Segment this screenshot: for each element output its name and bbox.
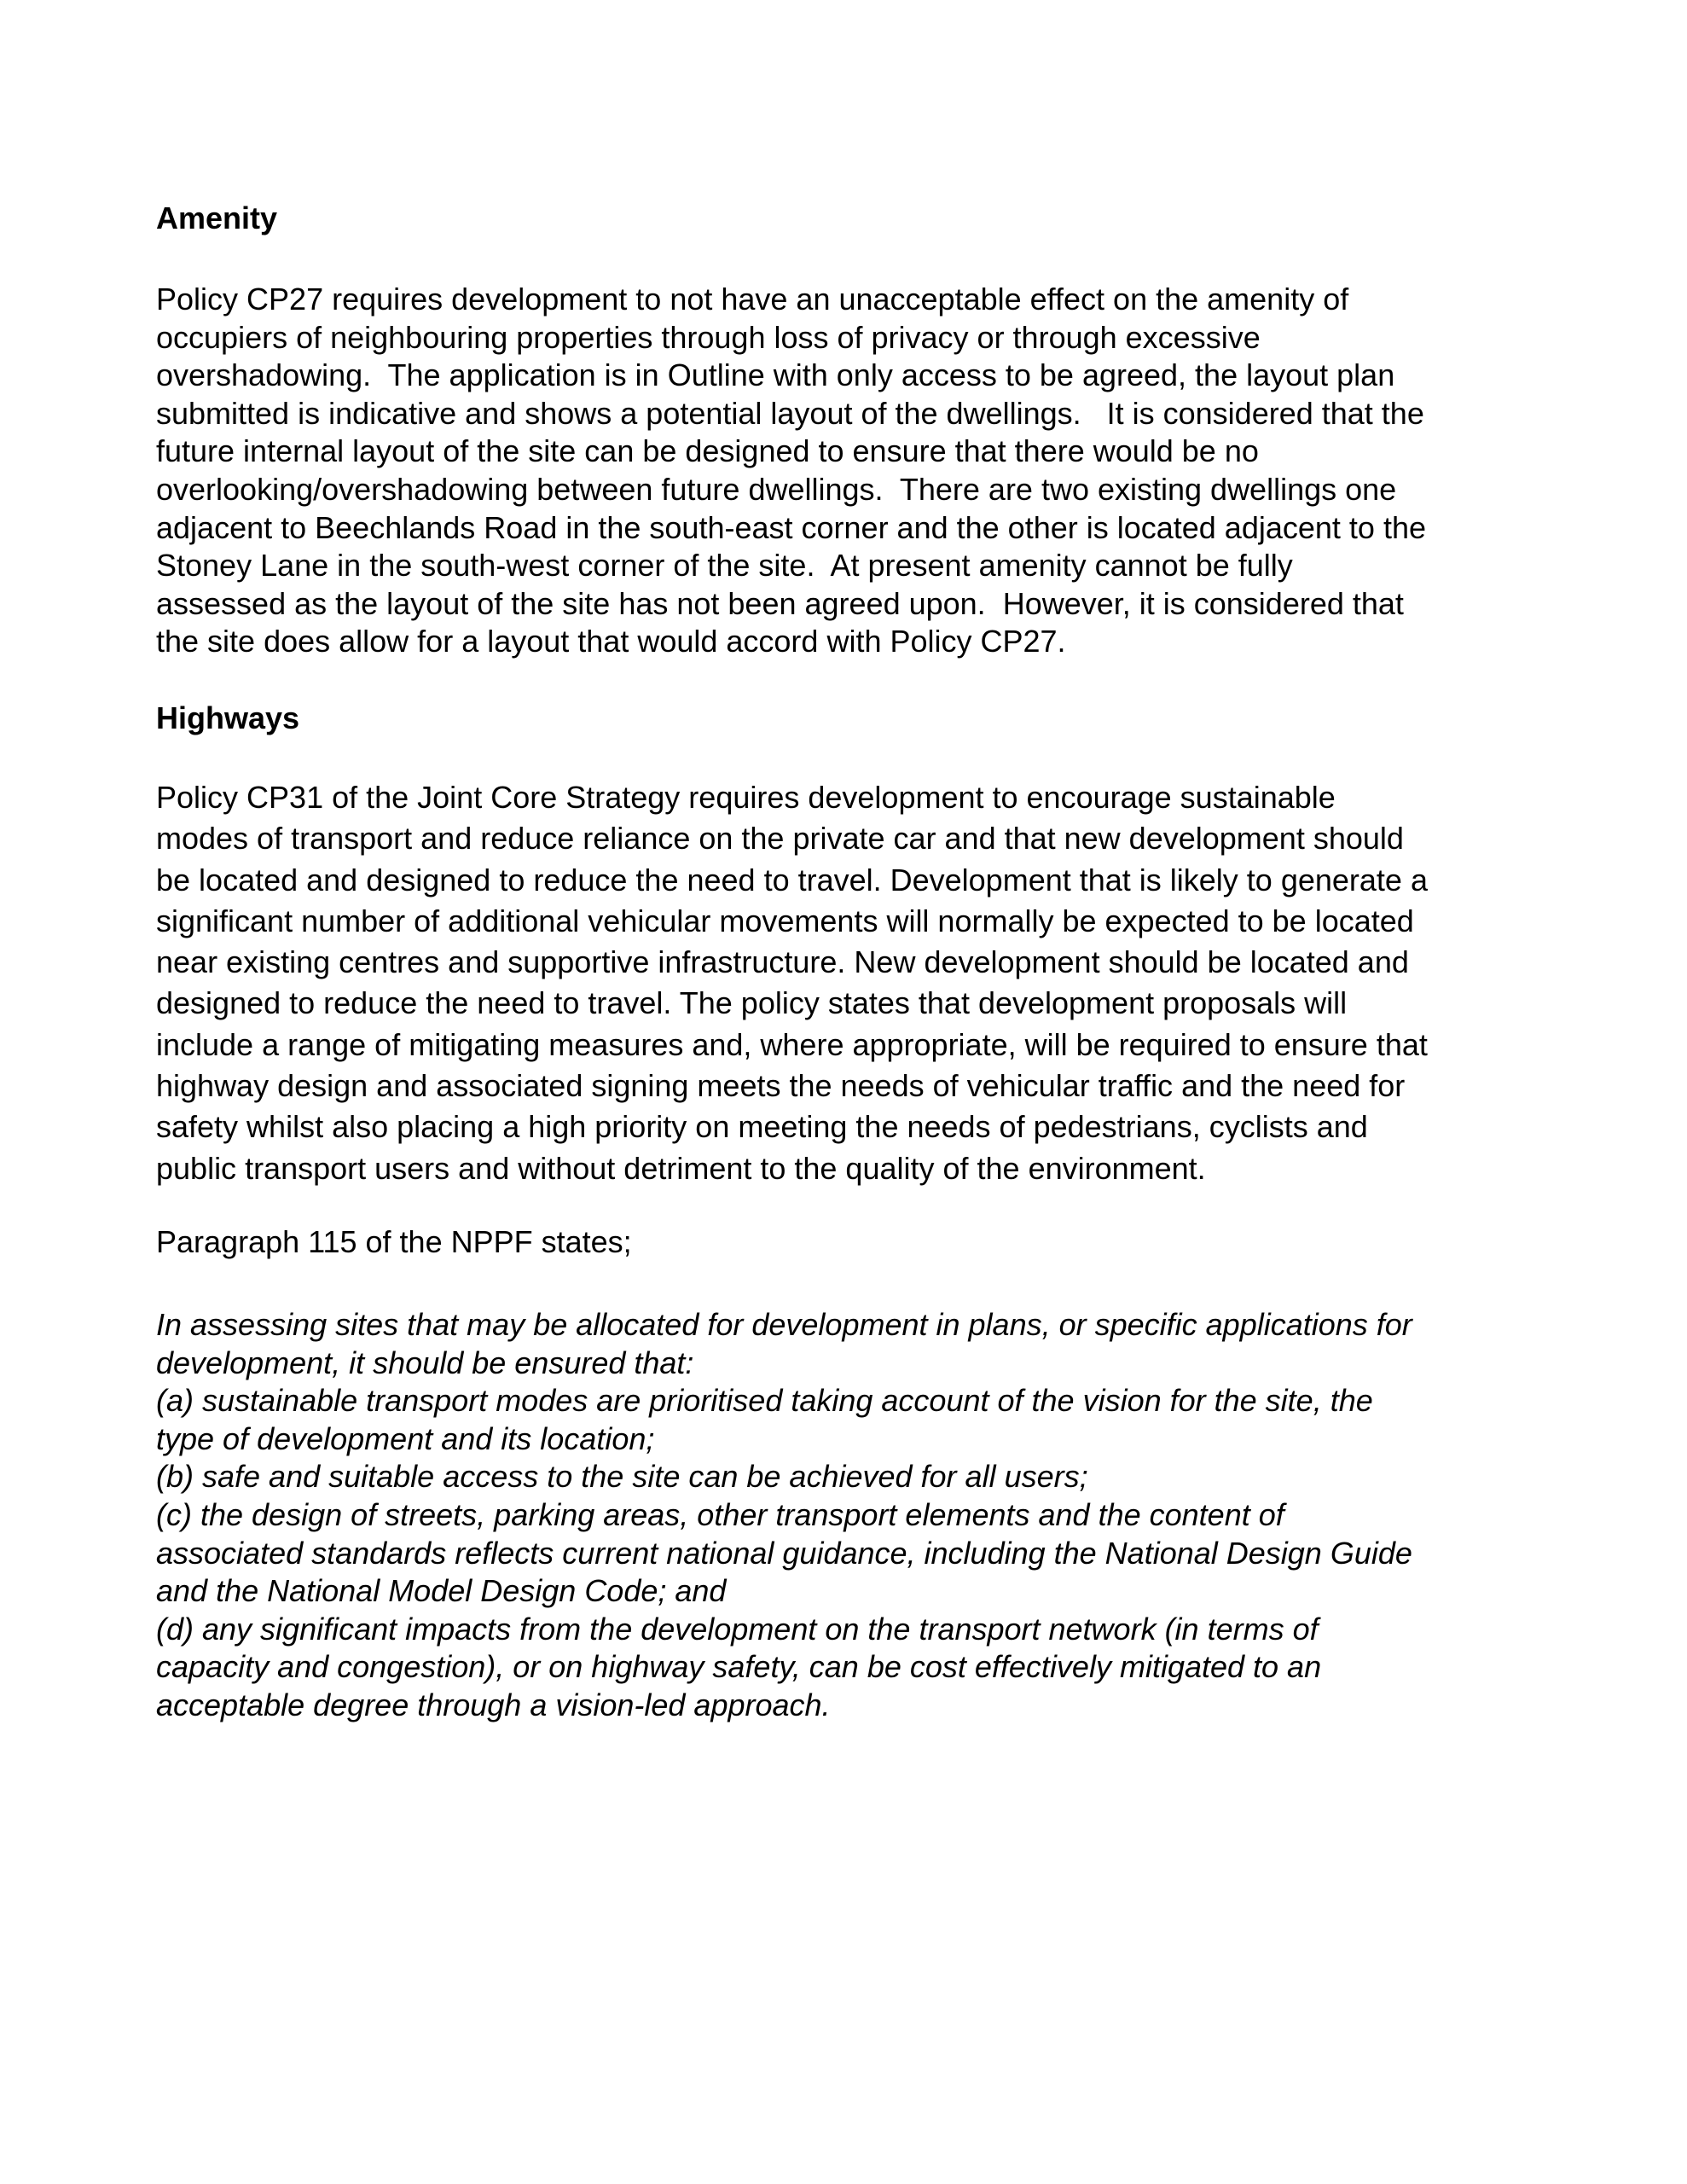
quote-line: acceptable degree through a vision-led approach. [156,1687,831,1722]
amenity-line: overshadowing. The application is in Outline with only access to be agreed, the layout plan [156,357,1395,393]
quote-line: (d) any significant impacts from the development on the transport network (in terms of [156,1611,1319,1647]
nppf-intro-line: Paragraph 115 of the NPPF states; [156,1224,632,1259]
highways-line: near existing centres and supportive infrastructure. New development should be located and [156,944,1409,980]
quote-line: and the National Model Design Code; and [156,1573,727,1609]
quote-line: development, it should be ensured that: [156,1345,694,1380]
highways-line: public transport users and without detriment to the quality of the environment. [156,1150,1206,1186]
amenity-line: Stoney Lane in the south-west corner of the site. At present amenity cannot be fully [156,548,1293,584]
nppf-quote [156,1306,1555,1725]
highways-line: designed to reduce the need to travel. The policy states that development proposals will [156,985,1348,1021]
quote-line: capacity and congestion), or on highway safety, can be cost effectively mitigated to an [156,1649,1322,1685]
highways-line: be located and designed to reduce the need to travel. Development that is likely to generate a [156,862,1428,897]
quote-line: (a) sustainable transport modes are prioritised taking account of the vision for the site, the [156,1383,1373,1419]
quote-line: type of development and its location; [156,1420,655,1456]
highways-line: significant number of additional vehicular movements will normally be expected to be located [156,903,1414,938]
amenity-line: Policy CP27 requires development to not have an unacceptable effect on the amenity of [156,282,1349,317]
amenity-heading: Amenity [156,200,278,235]
highways-line: highway design and associated signing meets the needs of vehicular traffic and the need for [156,1068,1406,1104]
amenity-line: occupiers of neighbouring properties through loss of privacy or through excessive [156,319,1261,355]
highways-paragraph [156,777,1555,1189]
amenity-line: assessed as the layout of the site has not been agreed upon. However, it is considered that [156,585,1404,621]
highways-line: modes of transport and reduce reliance on the private car and that new development should [156,821,1404,857]
amenity-line: future internal layout of the site can be designed to ensure that there would be no [156,433,1259,469]
highways-line: include a range of mitigating measures and, where appropriate, will be required to ensure that [156,1026,1428,1062]
highways-line: Policy CP31 of the Joint Core Strategy requires development to encourage sustainable [156,780,1336,815]
highways-line: safety whilst also placing a high priority on meeting the needs of pedestrians, cyclists and [156,1109,1368,1145]
quote-line: (b) safe and suitable access to the site can be achieved for all users; [156,1459,1088,1495]
quote-line: associated standards reflects current national guidance, including the National Design Guide [156,1535,1412,1571]
amenity-line: submitted is indicative and shows a potential layout of the dwellings. It is considered that the [156,395,1424,431]
quote-line: (c) the design of streets, parking areas, other transport elements and the content of [156,1496,1284,1532]
amenity-line: the site does allow for a layout that would accord with Policy CP27. [156,624,1066,659]
nppf-intro [156,1223,1555,1262]
highways-heading: Highways [156,700,300,735]
amenity-paragraph [156,281,1555,661]
amenity-line: overlooking/overshadowing between future dwellings. There are two existing dwellings one [156,471,1397,507]
amenity-line: adjacent to Beechlands Road in the south-east corner and the other is located adjacent to the [156,509,1426,545]
quote-line: In assessing sites that may be allocated for development in plans, or specific applications for [156,1307,1412,1342]
